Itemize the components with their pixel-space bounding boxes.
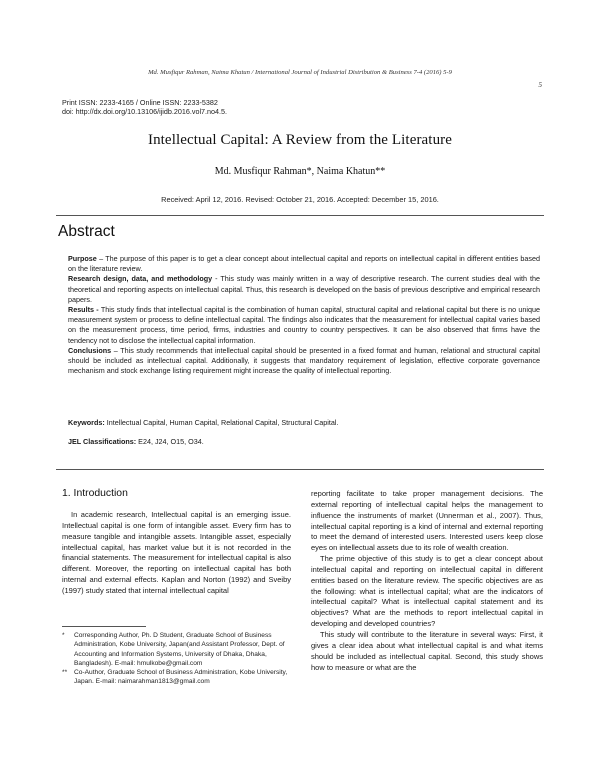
keywords-label: Keywords: [68,418,105,427]
design-text: - This study was mainly written in a way of descriptive research. The current studies deal with the theoretical and reporting aspects on intellectual capital. Thus, this research is developed on the basis of previous descriptive and empirical research papers. [68,274,540,304]
received-dates: Received: April 12, 2016. Revised: October 21, 2016. Accepted: December 15, 2016. [161,195,439,204]
abstract-heading: Abstract [58,223,115,240]
page-number: 5 [538,81,542,89]
jel-classifications [68,437,540,446]
abstract-results [68,305,540,346]
running-head: Md. Musfiqur Rahman, Naima Khatun / International Journal of Industrial Distribution & Business 7-4 (2016) 5-9 [148,69,452,76]
issn-block [62,99,227,116]
purpose-text: – The purpose of this paper is to get a clear concept about intellectual capital and reports on intellectual capital in different entities based on the literature review. [68,254,540,274]
right-column-text [311,489,543,673]
abstract-body [68,254,540,376]
results-text: This study finds that intellectual capital is the combination of human capital, structural capital and relational capital but there is no unique measurement system or process to define intellectual capital. The findings also indicates that the measurement for intellectual capital varies based on the measurement process, time period, firms, industries and country to country perspectives. It can be also observed that firms have the tendency not to disclose the intellectual capital information. [68,305,540,345]
paper-authors: Md. Musfiqur Rahman*, Naima Khatun** [214,166,386,177]
abstract-purpose [68,254,540,274]
purpose-label: Purpose [68,254,97,263]
footnote-mark: ** [62,669,68,677]
left-column-text [62,510,291,597]
right-column [311,489,543,673]
issn-line: Print ISSN: 2233-4165 / Online ISSN: 2233-5382 [62,98,218,107]
results-label: Results - [68,305,99,315]
footnote [62,668,291,687]
abstract-design [68,274,540,305]
design-label: Research design, data, and methodology [68,274,213,284]
keywords-text: Intellectual Capital, Human Capital, Relational Capital, Structural Capital. [104,418,339,427]
footnote-mark: * [62,632,65,639]
footnote-text: Co-Author, Graduate School of Business Administration, Kobe University, Japan. E-mail: naimarahman1813@gmail.com [74,669,288,686]
body-paragraph: In academic research, Intellectual capital is an emerging issue. Intellectual capital is one form of intangible asset. Every firm has to measure tangible and intangible assets. Intangible asset, especially intellectual capital, has market value but it is not recorded in the financial statements. The measurement for intellectual capital is also different. Moreover, the reporting on intellectual capital has both internal and external effects. Kaplan and Norton (1992) and Sveiby (1997) study stated that internal intellectual capital [62,510,291,595]
footnote [62,631,291,668]
doi-line: doi: http://dx.doi.org/10.13106/ijidb.2016.vol7.no4.5. [62,106,228,116]
left-column [62,488,291,597]
abstract-conclusions [68,346,540,377]
body-paragraph: This study will contribute to the literature in several ways: First, it gives a clear idea about what intellectual capital is and what items should be included as intellectual capital. Second, this study shows how to measure or what are the [311,629,543,672]
footnote-text: Corresponding Author, Ph. D Student, Graduate School of Business Administration, Kobe University, Japan(and Assistant Professor, Dept. of Accounting and Information Systems, University of Dhaka, Dhaka, Bangladesh). E-mail: hmulkobe@gmail.com [74,632,285,667]
body-paragraph: The prime objective of this study is to get a clear concept about intellectual capital and reporting on intellectual capital in different entities based on the literature review. The specific objectives are as the following: what is intellectual capital; what are the indicators of intellectual capital? What is intellectual capital statement and its objectives? What are the methods to report intellectual capital in developing and developed countries? [311,554,543,629]
jel-label: JEL Classifications: [68,437,137,446]
conclusions-text: – This study recommends that intellectual capital should be presented in a fixed format and human, relational and structural capital should be included as intellectual capital. Additionally, it suggests that mandatory requirement of legislation, effective corporate governance mechanism and stock exchange listing requirement might increase the quality of intellectual reporting. [68,345,540,376]
conclusions-label: Conclusions [68,345,112,355]
top-divider [56,215,544,216]
paper-title: Intellectual Capital: A Review from the Literature [147,132,453,148]
body-paragraph: reporting facilitate to take proper management decisions. The external reporting of intellectual capital helps the management to influence the instruments of market (Unnerman et al., 2007). Thus, intellectual capital reporting is a kind of internal and external reporting to meet the demand of interested users. Interested users keep close eyes on intellectual assets due to its role of wealth creation. [311,489,543,553]
jel-text: E24, J24, O15, O34. [136,437,204,446]
section-heading-introduction: 1. Introduction [62,488,128,499]
footnote-divider [62,626,146,627]
keywords [68,418,540,427]
footnotes [62,631,291,687]
bottom-divider [56,469,544,470]
